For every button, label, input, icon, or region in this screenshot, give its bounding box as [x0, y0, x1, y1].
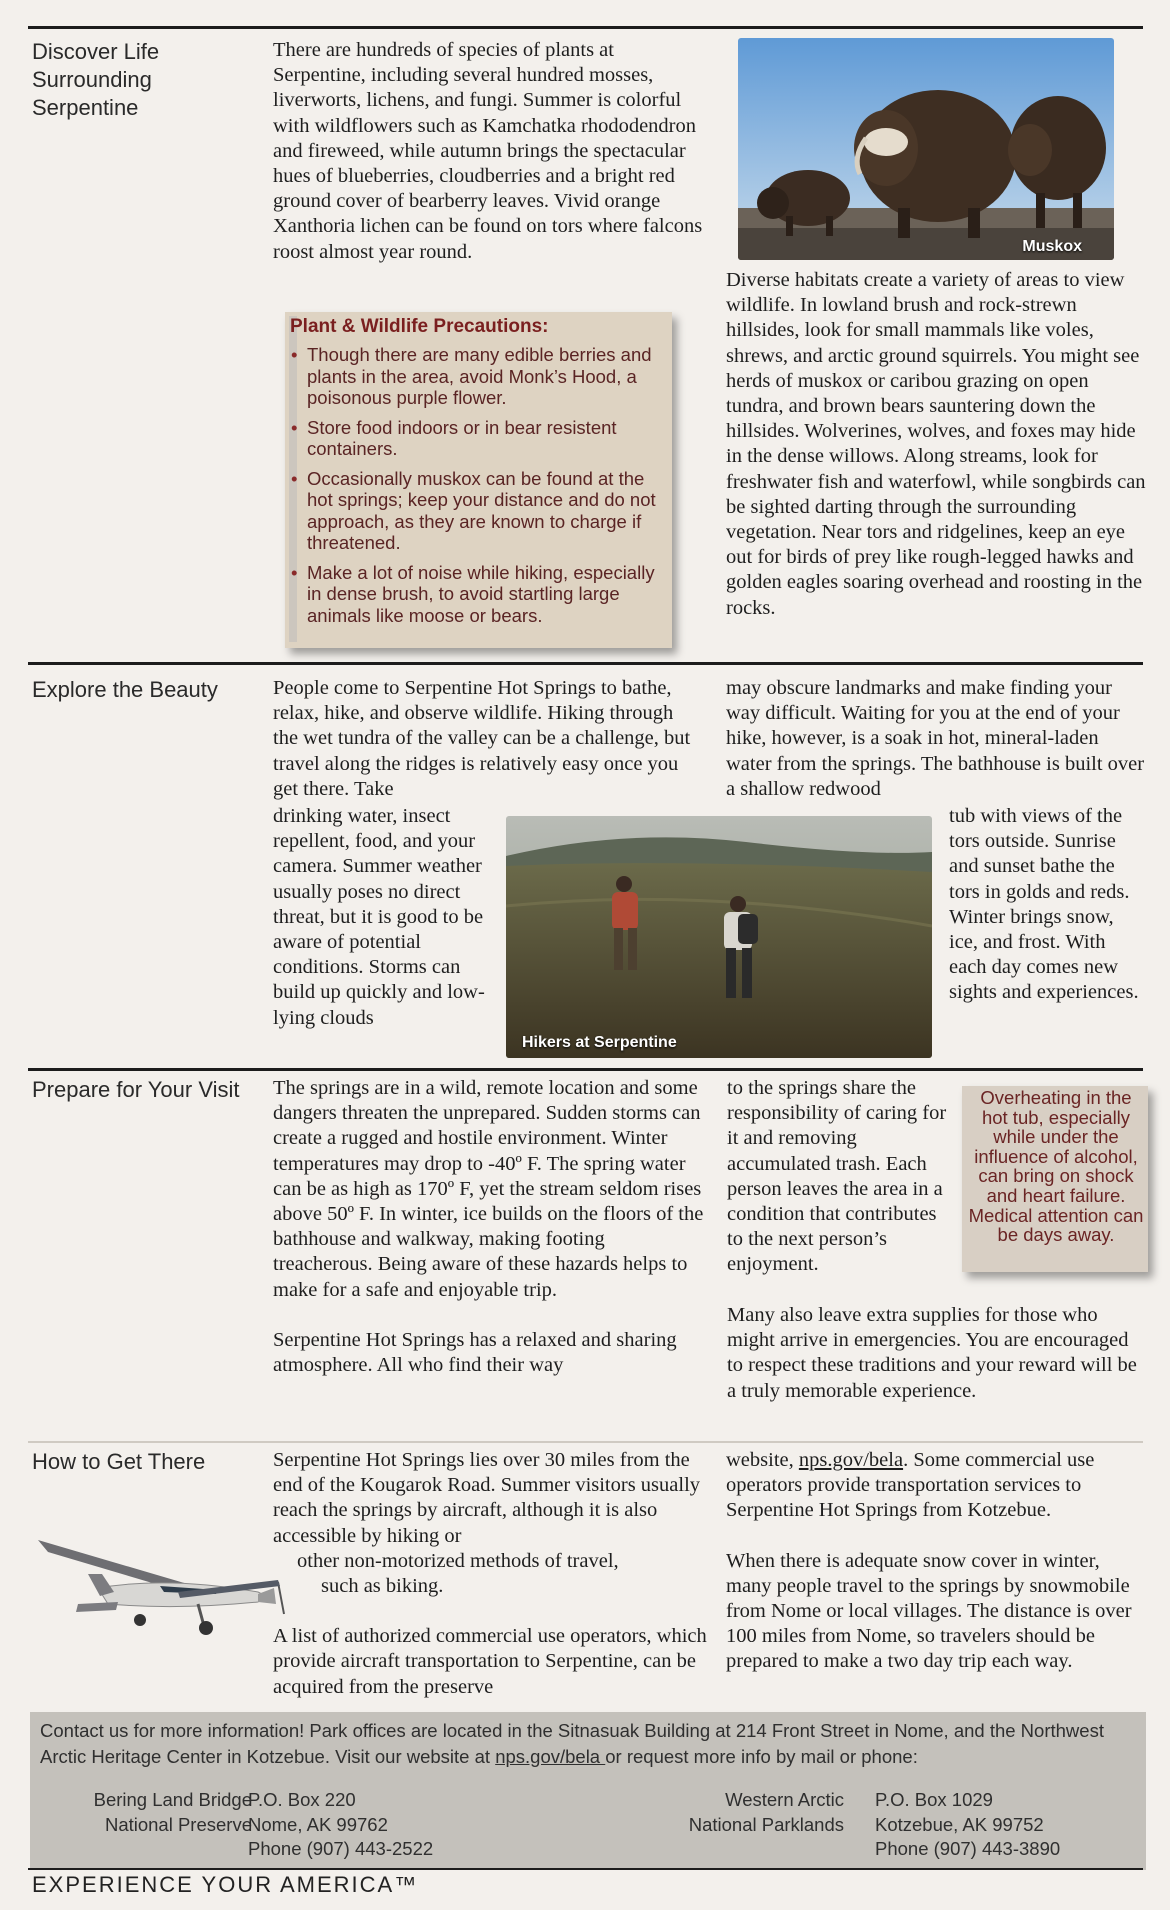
- nps-website-link[interactable]: nps.gov/bela: [798, 1449, 904, 1471]
- section-divider: [28, 662, 1143, 665]
- office-name-western-arctic: [630, 1788, 844, 1837]
- office-name-line: Western Arctic: [725, 1789, 844, 1810]
- section-heading-explore: Explore the Beauty: [32, 677, 218, 702]
- overheating-warning-box: [962, 1086, 1148, 1272]
- prepare-atmosphere-paragraph: Serpentine Hot Springs has a relaxed and sharing atmosphere. All who find their way: [273, 1328, 677, 1377]
- office-name-line: National Parklands: [688, 1813, 844, 1835]
- contact-intro: [40, 1718, 1135, 1770]
- contact-intro-text: Contact us for more information! Park offices are located in the Sitnasuak Building at 214 Front Street in Nome, and the Northwest Arctic Heritage Center in Kotzebue. Visit our website at: [40, 1720, 1104, 1767]
- explore-right-top: [726, 676, 1146, 802]
- heading-line: Surrounding: [32, 67, 152, 92]
- office-name-line: National Preserve: [104, 1813, 252, 1835]
- precaution-item: • Though there are many edible berries and plants in the area, avoid Monk’s Hood, a poisonous purple flower.: [290, 344, 660, 409]
- wildlife-habitats-paragraph: Diverse habitats create a variety of areas to view wildlife. In lowland brush and rock-strewn hillsides, look for small mammals like voles, shrews, and arctic ground squirrels. You might see herds of muskox or caribou grazing on open tundra, and brown bears sauntering down the hillsides. Wolverines, wolves, and foxes may hide in the dense willows. Along streams, look for freshwater fish and waterfowl, while songbirds can be sighted darting through the surrounding vegetation. Near tors and ridgelines, keep an eye out for birds of prey like rough-legged hawks and golden eagles soaring overhead and roosting in the rocks.: [726, 269, 1146, 619]
- prepare-left-column: [273, 1076, 709, 1378]
- explore-right-narrow: [949, 804, 1141, 1006]
- heading-line: Discover Life: [32, 39, 160, 64]
- prepare-right-bottom: [727, 1303, 1147, 1404]
- office-address-western-arctic: [875, 1788, 1115, 1862]
- section-divider: [28, 26, 1143, 29]
- office-phone: Phone (907) 443-2522: [248, 1838, 434, 1859]
- explore-left-narrow: [273, 804, 491, 1031]
- explore-left-top: [273, 676, 697, 802]
- getting-there-left-column: [273, 1448, 709, 1700]
- photo-caption: Hikers at Serpentine: [522, 1034, 677, 1051]
- muskox-photo: [738, 38, 1114, 260]
- website-prefix: website,: [726, 1449, 799, 1471]
- prepare-supplies-paragraph: Many also leave extra supplies for those who might arrive in emergencies. You are encouraged to respect these traditions and your reward will be a truly memorable experience.: [727, 1304, 1137, 1402]
- discover-left-column: [273, 38, 705, 265]
- section-heading-getting-there: How to Get There: [32, 1449, 206, 1474]
- prepare-right-top: [727, 1076, 949, 1278]
- hikers-illustration: [506, 816, 932, 1058]
- section-heading-prepare: Prepare for Your Visit: [32, 1077, 240, 1102]
- prepare-responsibility-paragraph: to the springs share the responsibility of caring for it and removing accumulated trash. Each person leaves the area in a condition that contributes to the next person’s enjoyment.: [727, 1077, 947, 1276]
- getting-there-paragraph: Serpentine Hot Springs lies over 30 miles from the end of the Kougarok Road. Summer visitors usually reach the springs by aircraft, although it is also accessible by hiking or: [273, 1449, 701, 1547]
- contact-info-box: [30, 1712, 1146, 1870]
- explore-right-paragraph: may obscure landmarks and make finding your way difficult. Waiting for you at the end of your hike, however, is a soak in hot, mineral-laden water from the springs. The bathhouse is built over a shallow redwood: [726, 677, 1145, 800]
- discover-right-column: [726, 268, 1146, 621]
- explore-paragraph: People come to Serpentine Hot Springs to bathe, relax, hike, and observe wildlife. Hiking through the wet tundra of the valley can be a challenge, but travel along the ridges is relatively easy once you get there. Take: [273, 677, 691, 800]
- operators-paragraph: A list of authorized commercial use operators, which provide aircraft transportation to Serpentine, can be acquired from the preserve: [273, 1625, 707, 1698]
- office-address-bering: [248, 1788, 488, 1862]
- website-suffix: . Some commercial use operators provide transportation services to Serpentine Hot Springs from Kotzebue.: [726, 1449, 1095, 1522]
- contact-website-link[interactable]: nps.gov/bela: [495, 1746, 606, 1767]
- section-divider: [28, 1068, 1143, 1071]
- section-heading-discover: [32, 38, 159, 122]
- footer-tagline: EXPERIENCE YOUR AMERICA™: [32, 1872, 419, 1897]
- muskox-illustration: [738, 38, 1114, 260]
- getting-there-right-column: [726, 1448, 1146, 1675]
- office-address-line: Nome, AK 99762: [248, 1813, 388, 1835]
- office-name-bering: [40, 1788, 252, 1837]
- hikers-photo: [506, 816, 932, 1058]
- discover-plants-paragraph: There are hundreds of species of plants at Serpentine, including several hundred mosses, liverworts, lichens, and fungi. Summer is colorful with wildflowers such as Kamchatka rhododendron and fireweed, while autumn brings the spectacular hues of blueberries, cloudberries and a bright red ground cover of bearberry leaves. Vivid orange Xanthoria lichen can be found on tors where falcons roost almost year round.: [273, 39, 703, 263]
- overheating-warning-text: Overheating in the hot tub, especially while under the influence of alcohol, can bring on shock and heart failure. Medical attention can be days away.: [968, 1087, 1144, 1246]
- getting-there-paragraph-cont: other non-motorized methods of travel,: [297, 1549, 619, 1572]
- footer-divider: [28, 1868, 1143, 1870]
- website-paragraph: [726, 1448, 1146, 1524]
- office-address-line: P.O. Box 1029: [875, 1789, 993, 1810]
- explore-paragraph-cont: drinking water, insect repellent, food, and your camera. Summer weather usually poses no direct threat, but it is good to be aware of potential conditions. Storms can build up quickly and low-lying clouds: [273, 805, 485, 1029]
- precaution-item: • Make a lot of noise while hiking, especially in dense brush, to avoid startling large animals like moose or bears.: [290, 562, 660, 627]
- contact-intro-text-end: or request more info by mail or phone:: [605, 1746, 918, 1767]
- office-address-line: P.O. Box 220: [248, 1789, 356, 1810]
- precaution-item: • Occasionally muskox can be found at the hot springs; keep your distance and do not approach, as they are known to charge if threatened.: [290, 468, 660, 554]
- explore-right-paragraph-cont: tub with views of the tors outside. Sunrise and sunset bathe the tors in golds and reds. Winter brings snow, ice, and frost. With each day comes new sights and experiences.: [949, 805, 1139, 1004]
- heading-line: Serpentine: [32, 95, 139, 120]
- office-address-line: Kotzebue, AK 99752: [875, 1813, 1044, 1835]
- photo-caption: Muskox: [1022, 238, 1082, 255]
- winter-travel-paragraph: When there is adequate snow cover in winter, many people travel to the springs by snowmobile from Nome or local villages. The distance is over 100 miles from Nome, so travelers should be prepared to make a two day trip each way.: [726, 1549, 1132, 1673]
- precaution-item: • Store food indoors or in bear resistent containers.: [290, 417, 660, 460]
- prepare-dangers-paragraph: The springs are in a wild, remote location and some dangers threaten the unprepared. Sudden storms can create a rugged and hostile environment. Winter temperatures may drop to -40º F. The spring water can be as high as 170º F, yet the stream seldom rises above 50º F. In winter, ice builds on the floors of the bathhouse and walkway, making footing treacherous. Being aware of these hazards helps to make for a safe and enjoyable trip.: [273, 1077, 704, 1301]
- plant-wildlife-precautions-box: [285, 312, 672, 648]
- getting-there-paragraph-cont: such as biking.: [321, 1575, 444, 1598]
- section-divider: [28, 1441, 1143, 1443]
- office-phone: Phone (907) 443-3890: [875, 1838, 1061, 1859]
- precautions-title: Plant & Wildlife Precautions:: [290, 316, 549, 337]
- office-name-line: Bering Land Bridge: [93, 1789, 252, 1810]
- precautions-list: [290, 344, 660, 634]
